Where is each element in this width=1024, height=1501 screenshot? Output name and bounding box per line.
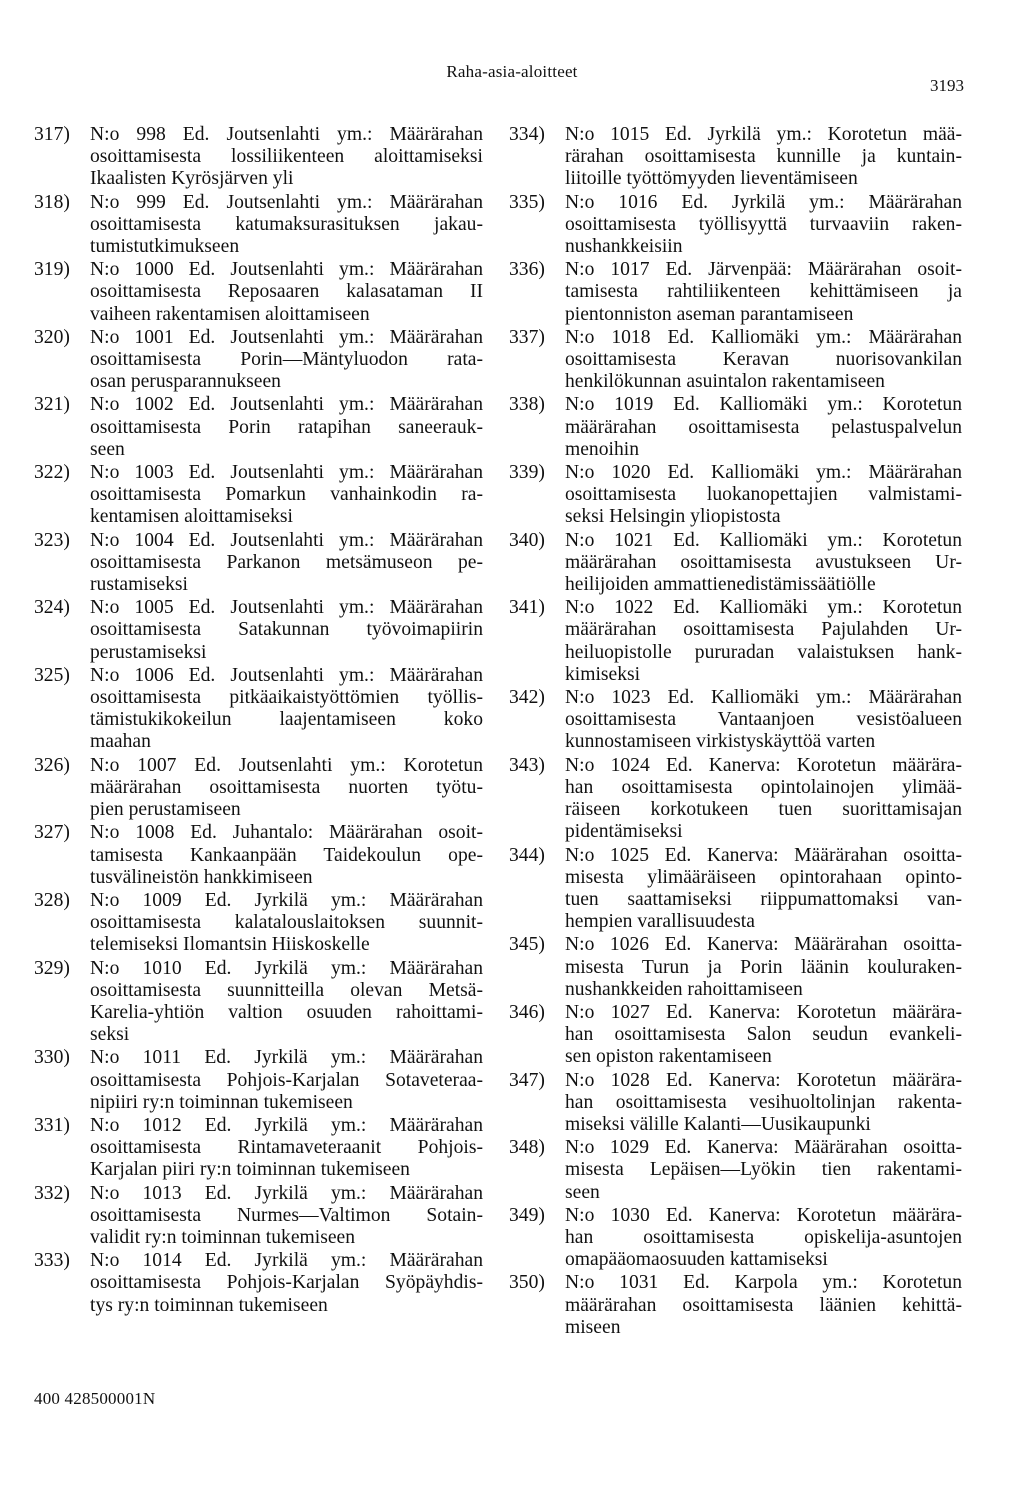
- item-text: [565, 259, 962, 326]
- item-text: [565, 1205, 962, 1272]
- text-line: telemiseksi Ilomantsin Hiiskoskelle: [90, 934, 370, 956]
- list-item: [509, 687, 962, 754]
- text-line: osoittamisesta työllisyyttä turvaaviin raken-: [565, 213, 962, 235]
- text-line: osoittamisesta Rintamaveteraanit Pohjois-: [90, 1137, 483, 1159]
- text-line: N:o 998 Ed. Joutsenlahti ym.: Määrärahan: [90, 124, 483, 145]
- list-item: [34, 192, 483, 259]
- text-line: Ikaalisten Kyrösjärven yli: [90, 168, 294, 190]
- page-number: 3193: [930, 76, 964, 95]
- list-item: [34, 1047, 483, 1114]
- text-line: osoittamisesta Pomarkun vanhainkodin ra-: [90, 484, 483, 506]
- text-line: seen: [565, 1181, 600, 1203]
- text-line: N:o 1005 Ed. Joutsenlahti ym.: Määrärahan: [90, 597, 483, 619]
- list-item: [34, 394, 483, 461]
- text-line: N:o 1008 Ed. Juhantalo: Määrärahan osoit-: [90, 822, 483, 844]
- footer-code: 400 428500001N: [34, 1389, 156, 1408]
- list-item: [509, 1137, 962, 1204]
- item-text: [565, 845, 962, 934]
- item-text: [565, 755, 962, 844]
- text-line: sen opiston rakentamiseen: [565, 1046, 772, 1068]
- text-line: seksi Helsingin yliopistosta: [565, 506, 781, 528]
- list-item: [509, 1272, 962, 1339]
- text-line: tumistutkimukseen: [90, 236, 240, 258]
- item-number: 318): [34, 191, 70, 213]
- list-item: [509, 755, 962, 844]
- list-item: [509, 1205, 962, 1272]
- text-line: N:o 1013 Ed. Jyrkilä ym.: Määrärahan: [90, 1182, 483, 1204]
- text-line: kimiseksi: [565, 663, 641, 685]
- item-number: 350): [509, 1272, 545, 1294]
- text-line: osoittamisesta Porin—Mäntyluodon rata-: [90, 349, 483, 371]
- text-line: N:o 1017 Ed. Järvenpää: Määrärahan osoit-: [565, 259, 962, 281]
- item-number: 327): [34, 822, 70, 844]
- text-line: N:o 1006 Ed. Joutsenlahti ym.: Määrärahan: [90, 664, 483, 686]
- text-line: N:o 1024 Ed. Kanerva: Korotetun määrära-: [565, 754, 962, 776]
- item-text: [565, 124, 962, 191]
- text-line: N:o 1003 Ed. Joutsenlahti ym.: Määrärahan: [90, 462, 483, 484]
- text-line: osoittamisesta katumaksurasituksen jakau-: [90, 213, 483, 235]
- text-line: osoittamisesta Reposaaren kalasataman II: [90, 281, 483, 303]
- item-number: 336): [509, 259, 545, 281]
- item-text: [90, 890, 483, 957]
- list-item: [34, 755, 483, 822]
- item-number: 320): [34, 326, 70, 348]
- text-line: misesta Lepäisen—Lyökin tien rakentami-: [565, 1159, 962, 1181]
- text-line: N:o 1020 Ed. Kalliomäki ym.: Määrärahan: [565, 462, 962, 484]
- text-line: tys ry:n toiminnan tukemiseen: [90, 1294, 328, 1316]
- text-line: hempien varallisuudesta: [565, 911, 755, 933]
- text-line: N:o 1009 Ed. Jyrkilä ym.: Määrärahan: [90, 889, 483, 911]
- item-number: 326): [34, 754, 70, 776]
- item-number: 344): [509, 844, 545, 866]
- item-text: [90, 1047, 483, 1114]
- item-text: [565, 394, 962, 461]
- text-line: N:o 1023 Ed. Kalliomäki ym.: Määrärahan: [565, 687, 962, 709]
- text-line: nushankkeiden rahoittamiseen: [565, 978, 803, 1000]
- text-line: N:o 1025 Ed. Kanerva: Määrärahan osoitta-: [565, 844, 962, 866]
- text-line: osoittamisesta Pohjois-Karjalan Syöpäyhdis-: [90, 1272, 483, 1294]
- text-line: N:o 1016 Ed. Jyrkilä ym.: Määrärahan: [565, 191, 962, 213]
- text-line: heilijoiden ammattienedistämissäätiölle: [565, 574, 876, 596]
- item-number: 343): [509, 754, 545, 776]
- item-number: 319): [34, 259, 70, 281]
- text-line: han osoittamisesta opintolainojen ylimää-: [565, 776, 962, 798]
- text-line: osoittamisesta Porin ratapihan saneerauk-: [90, 416, 483, 438]
- text-line: perustamiseksi: [90, 641, 207, 663]
- text-line: osoittamisesta Pohjois-Karjalan Sotaveteraa-: [90, 1069, 483, 1091]
- item-number: 331): [34, 1114, 70, 1136]
- list-item: [34, 1115, 483, 1182]
- text-line: osoittamisesta Satakunnan työvoimapiirin: [90, 619, 483, 641]
- item-number: 342): [509, 687, 545, 709]
- list-item: [509, 394, 962, 461]
- item-text: [565, 530, 962, 597]
- item-number: 345): [509, 934, 545, 956]
- list-item: [34, 462, 483, 529]
- item-number: 322): [34, 462, 70, 484]
- item-number: 339): [509, 462, 545, 484]
- text-line: N:o 1002 Ed. Joutsenlahti ym.: Määrärahan: [90, 394, 483, 416]
- list-item: [34, 890, 483, 957]
- list-item: [509, 1002, 962, 1069]
- text-line: N:o 1000 Ed. Joutsenlahti ym.: Määrärahan: [90, 259, 483, 281]
- item-text: [90, 124, 483, 191]
- text-line: osoittamisesta lossiliikenteen aloittamiseksi: [90, 146, 483, 168]
- item-text: [90, 1250, 483, 1317]
- text-line: miseen: [565, 1316, 621, 1338]
- text-line: kunnostamiseen virkistyskäyttöä varten: [565, 731, 876, 753]
- item-text: [90, 822, 483, 889]
- item-text: [565, 1272, 962, 1339]
- text-line: han osoittamisesta vesihuoltolinjan rakenta-: [565, 1091, 962, 1113]
- item-text: [90, 530, 483, 597]
- text-line: N:o 1031 Ed. Karpola ym.: Korotetun: [565, 1272, 962, 1294]
- list-item: [34, 822, 483, 889]
- text-line: nipiiri ry:n toiminnan tukemiseen: [90, 1091, 353, 1113]
- right-column: [509, 124, 962, 1340]
- item-number: 346): [509, 1001, 545, 1023]
- text-line: osan perusparannukseen: [90, 371, 281, 393]
- running-title: Raha-asia-aloitteet: [446, 62, 578, 81]
- text-line: N:o 1007 Ed. Joutsenlahti ym.: Korotetun: [90, 754, 483, 776]
- item-number: 330): [34, 1047, 70, 1069]
- text-line: N:o 1027 Ed. Kanerva: Korotetun määrära-: [565, 1001, 962, 1023]
- item-number: 340): [509, 529, 545, 551]
- text-line: seen: [90, 438, 125, 460]
- text-line: osoittamisesta pitkäaikaistyöttömien työllis-: [90, 687, 483, 709]
- item-text: [90, 394, 483, 461]
- list-item: [509, 1070, 962, 1137]
- item-text: [565, 462, 962, 529]
- text-line: seksi: [90, 1024, 130, 1046]
- text-line: N:o 1014 Ed. Jyrkilä ym.: Määrärahan: [90, 1250, 483, 1272]
- text-line: N:o 1019 Ed. Kalliomäki ym.: Korotetun: [565, 394, 962, 416]
- text-line: menoihin: [565, 438, 640, 460]
- item-text: [90, 665, 483, 754]
- item-number: 332): [34, 1182, 70, 1204]
- text-line: henkilökunnan asuintalon rakentamiseen: [565, 371, 885, 393]
- text-line: osoittamisesta suunnitteilla olevan Metsä-: [90, 979, 483, 1001]
- text-line: N:o 1011 Ed. Jyrkilä ym.: Määrärahan: [90, 1047, 483, 1069]
- text-line: määrärahan osoittamisesta nuorten työtu-: [90, 776, 483, 798]
- list-item: [509, 530, 962, 597]
- item-text: [565, 597, 962, 686]
- list-item: [34, 1250, 483, 1317]
- item-number: 337): [509, 326, 545, 348]
- text-line: N:o 1021 Ed. Kalliomäki ym.: Korotetun: [565, 529, 962, 551]
- text-line: N:o 1026 Ed. Kanerva: Määrärahan osoitta-: [565, 934, 962, 956]
- text-line: N:o 999 Ed. Joutsenlahti ym.: Määrärahan: [90, 191, 483, 213]
- item-text: [565, 327, 962, 394]
- list-item: [509, 845, 962, 934]
- item-number: 325): [34, 664, 70, 686]
- item-text: [90, 1115, 483, 1182]
- item-text: [565, 1070, 962, 1137]
- text-line: miseksi välille Kalanti—Uusikaupunki: [565, 1113, 871, 1135]
- item-text: [90, 192, 483, 259]
- text-line: määrärahan osoittamisesta pelastuspalvelun: [565, 416, 962, 438]
- item-text: [565, 934, 962, 1001]
- list-item: [34, 327, 483, 394]
- list-item: [34, 530, 483, 597]
- text-line: N:o 1012 Ed. Jyrkilä ym.: Määrärahan: [90, 1114, 483, 1136]
- text-line: Karelia-yhtiön valtion osuuden rahoittami-: [90, 1001, 483, 1023]
- item-number: 323): [34, 529, 70, 551]
- list-item: [34, 958, 483, 1047]
- text-line: nushankkeisiin: [565, 236, 683, 258]
- text-line: osoittamisesta kalatalouslaitoksen suunnit-: [90, 912, 483, 934]
- text-line: maahan: [90, 731, 151, 753]
- text-line: N:o 1015 Ed. Jyrkilä ym.: Korotetun mää-: [565, 124, 962, 145]
- item-number: 321): [34, 394, 70, 416]
- item-text: [90, 755, 483, 822]
- text-line: misesta Turun ja Porin läänin kouluraken-: [565, 956, 962, 978]
- item-number: 324): [34, 597, 70, 619]
- text-line: määrärahan osoittamisesta Pajulahden Ur-: [565, 619, 962, 641]
- text-line: vaiheen rakentamisen aloittamiseen: [90, 303, 370, 325]
- text-line: määrärahan osoittamisesta avustukseen Ur-: [565, 551, 962, 573]
- text-line: osoittamisesta Parkanon metsämuseon pe-: [90, 551, 483, 573]
- item-number: 335): [509, 191, 545, 213]
- item-text: [565, 1137, 962, 1204]
- text-line: pidentämiseksi: [565, 821, 683, 843]
- item-text: [565, 687, 962, 754]
- item-number: 328): [34, 889, 70, 911]
- text-line: validit ry:n toiminnan tukemiseen: [90, 1226, 356, 1248]
- item-number: 349): [509, 1204, 545, 1226]
- text-line: liitoille työttömyyden lieventämiseen: [565, 168, 858, 190]
- text-line: osoittamisesta Vantaanjoen vesistöalueen: [565, 709, 962, 731]
- item-number: 347): [509, 1069, 545, 1091]
- text-line: tusvälineistön hankkimiseen: [90, 866, 313, 888]
- text-line: N:o 1010 Ed. Jyrkilä ym.: Määrärahan: [90, 957, 483, 979]
- text-line: osoittamisesta Keravan nuorisovankilan: [565, 349, 962, 371]
- item-text: [90, 597, 483, 664]
- text-line: määrärahan osoittamisesta läänien kehittä-: [565, 1294, 962, 1316]
- item-text: [90, 462, 483, 529]
- list-item: [509, 327, 962, 394]
- text-line: misesta ylimääräiseen opintorahaan opinto-: [565, 866, 962, 888]
- text-line: tämistukikokeilun laajentamiseen koko: [90, 709, 483, 731]
- list-item: [509, 259, 962, 326]
- list-item: [34, 1183, 483, 1250]
- text-line: rustamiseksi: [90, 574, 188, 596]
- left-column: [34, 124, 483, 1318]
- item-text: [90, 1183, 483, 1250]
- item-text: [90, 259, 483, 326]
- text-line: N:o 1018 Ed. Kalliomäki ym.: Määrärahan: [565, 326, 962, 348]
- text-line: han osoittamisesta opiskelija-asuntojen: [565, 1226, 962, 1248]
- text-line: han osoittamisesta Salon seudun evankeli-: [565, 1024, 962, 1046]
- item-number: 317): [34, 124, 70, 145]
- list-item: [34, 665, 483, 754]
- list-item: [509, 124, 962, 191]
- text-line: tamisesta rahtiliikenteen kehittämiseen ja: [565, 281, 962, 303]
- text-line: N:o 1022 Ed. Kalliomäki ym.: Korotetun: [565, 597, 962, 619]
- text-line: osoittamisesta Nurmes—Valtimon Sotain-: [90, 1204, 483, 1226]
- text-line: N:o 1030 Ed. Kanerva: Korotetun määrära-: [565, 1204, 962, 1226]
- text-line: rärahan osoittamisesta kunnille ja kuntain-: [565, 146, 962, 168]
- text-line: pien perustamiseen: [90, 799, 241, 821]
- list-item: [509, 462, 962, 529]
- item-number: 348): [509, 1137, 545, 1159]
- list-item: [34, 597, 483, 664]
- list-item: [34, 259, 483, 326]
- item-text: [565, 1002, 962, 1069]
- item-number: 341): [509, 597, 545, 619]
- text-line: kentamisen aloittamiseksi: [90, 506, 293, 528]
- list-item: [34, 124, 483, 191]
- item-text: [90, 327, 483, 394]
- text-line: N:o 1004 Ed. Joutsenlahti ym.: Määrärahan: [90, 529, 483, 551]
- text-line: N:o 1029 Ed. Kanerva: Määrärahan osoitta-: [565, 1137, 962, 1159]
- item-number: 333): [34, 1250, 70, 1272]
- text-line: Karjalan piiri ry:n toiminnan tukemiseen: [90, 1159, 410, 1181]
- item-number: 338): [509, 394, 545, 416]
- item-text: [565, 192, 962, 259]
- text-line: pientonniston aseman parantamiseen: [565, 303, 854, 325]
- text-line: tuen saattamiseksi riippumattomaksi van-: [565, 888, 962, 910]
- text-line: osoittamisesta luokanopettajien valmistami-: [565, 484, 962, 506]
- text-line: räiseen korkotukeen tuen suorittamisajan: [565, 799, 962, 821]
- item-number: 334): [509, 124, 545, 145]
- list-item: [509, 597, 962, 686]
- text-line: heiluopistolle pururadan valaistuksen hank-: [565, 641, 962, 663]
- text-line: N:o 1028 Ed. Kanerva: Korotetun määrära-: [565, 1069, 962, 1091]
- text-line: tamisesta Kankaanpään Taidekoulun ope-: [90, 844, 483, 866]
- list-item: [509, 192, 962, 259]
- text-line: N:o 1001 Ed. Joutsenlahti ym.: Määrärahan: [90, 326, 483, 348]
- item-number: 329): [34, 957, 70, 979]
- item-text: [90, 958, 483, 1047]
- list-item: [509, 934, 962, 1001]
- text-line: omapääomaosuuden kattamiseksi: [565, 1249, 828, 1271]
